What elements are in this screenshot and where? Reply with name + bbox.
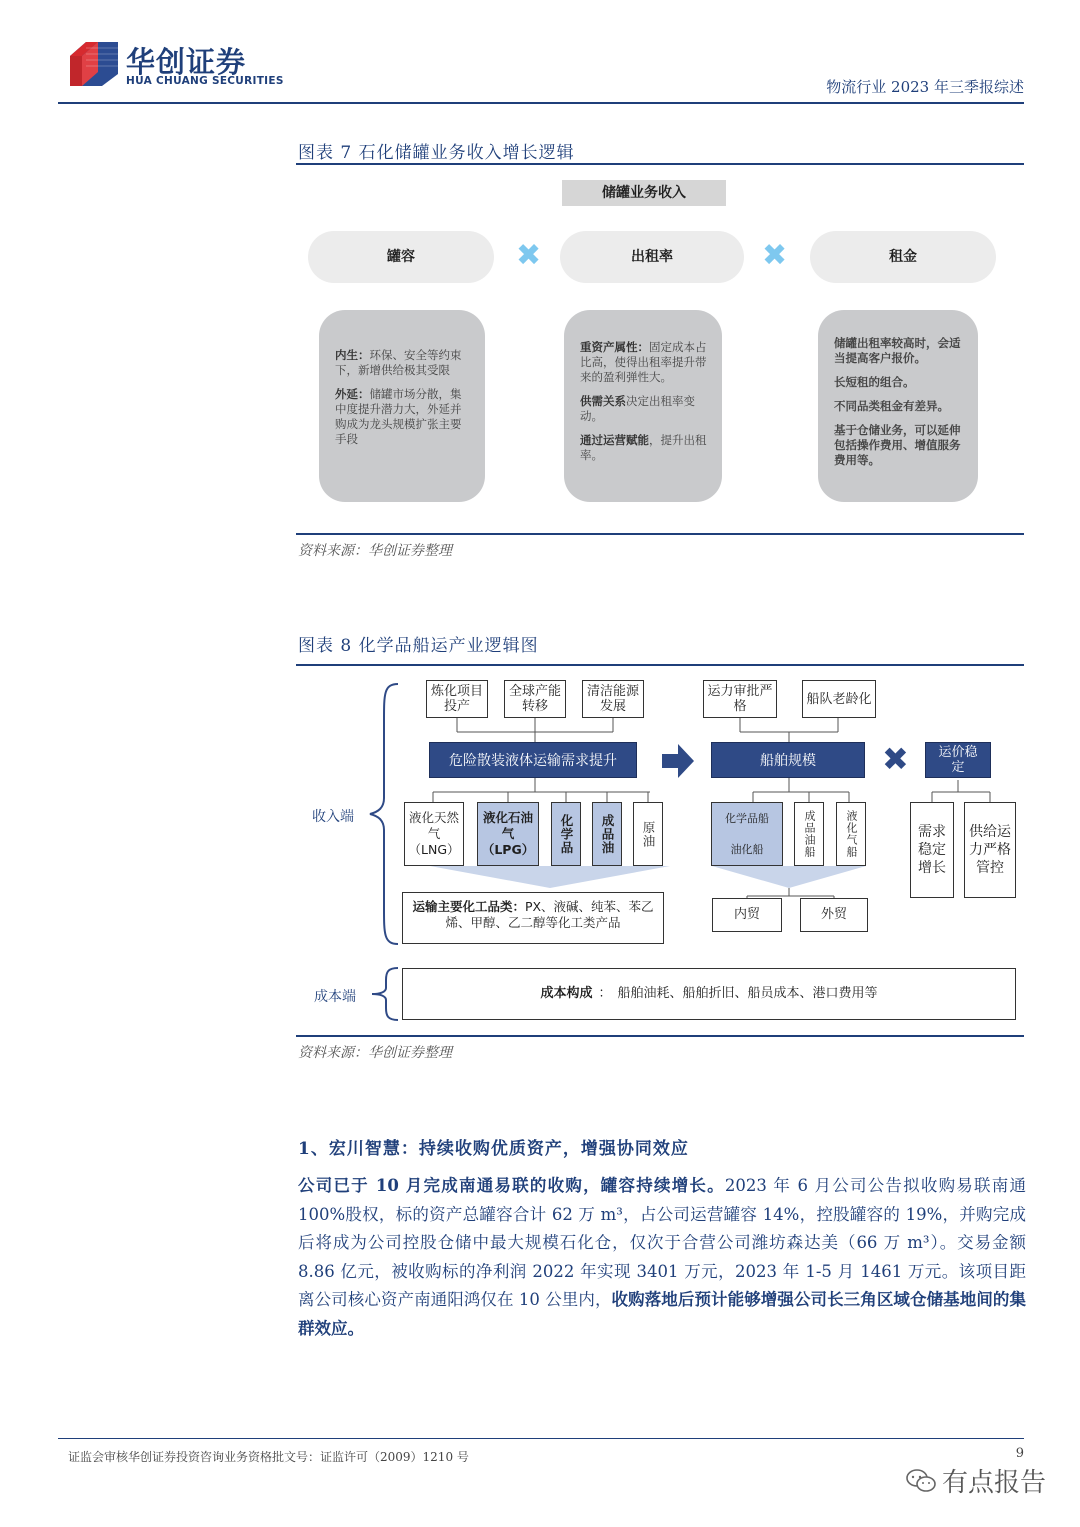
supply-strict-control: 供给运力严格管控 bbox=[964, 802, 1016, 898]
report-title: 物流行业 2023 年三季报综述 bbox=[826, 78, 1024, 96]
driver-capacity-approval: 运力审批严格 bbox=[703, 680, 777, 718]
card3-line1: 储罐出租率较高时，会适当提高客户报价。 bbox=[834, 336, 961, 365]
figure8-bottom-rule bbox=[296, 1035, 1024, 1037]
factor-occupancy: 出租率 bbox=[560, 231, 744, 283]
card2-text1: 固定成本占比高，使得出租率提升带来的盈利弹性大。 bbox=[580, 340, 707, 384]
paragraph-lead: 公司已于 10 月完成南通易联的收购，罐容持续增长。 bbox=[298, 1176, 725, 1195]
watermark-text: 有点报告 bbox=[941, 1468, 1046, 1498]
card1-label2: 外延： bbox=[335, 387, 370, 401]
cost-colon: ： bbox=[598, 986, 612, 1001]
ship-gas-carrier: 液化气船 bbox=[836, 802, 866, 866]
card2-label2: 供需关系 bbox=[580, 394, 626, 408]
wechat-icon bbox=[906, 1468, 936, 1494]
paragraph-body: 2023 年 6 月公司公告拟收购易联南通 100%股权，标的资产总罐容合计 62 万 m³，占公司运营罐容 14%，控股罐容的 19%，并购完成后将成为公司控股仓储中最大规模石化仓，仅次于合营公司潍坊森达美（66 万 m³）。交易金额 8.86 亿元，被收购标的净利润 2022 年实现 3401 万元，2023 年 1-5 月 1461 万元。该项目距离公司核心资产南通阳鸿仅在 10 公里内， bbox=[298, 1176, 1026, 1309]
figure7-title: 图表 7 石化储罐业务收入增长逻辑 bbox=[298, 143, 575, 163]
company-name-cn: 华创证券 bbox=[126, 45, 247, 79]
ship-product-tanker: 成品油船 bbox=[794, 802, 824, 866]
cost-label: 成本构成 bbox=[540, 986, 593, 1001]
section-heading: 1、宏川智慧：持续收购优质资产，增强协同效应 bbox=[298, 1139, 689, 1159]
figure7-top-rule bbox=[296, 163, 1024, 165]
factor-capacity: 罐容 bbox=[308, 231, 494, 283]
cargo-lng: 液化天然气（LNG） bbox=[404, 802, 464, 866]
card3-line4: 基于仓储业务，可以延伸包括操作费用、增值服务费用等。 bbox=[834, 423, 961, 467]
arrow-right-icon bbox=[662, 744, 694, 778]
driver-capacity-shift: 全球产能转移 bbox=[504, 680, 566, 718]
card1-label1: 内生： bbox=[335, 348, 370, 362]
card2-text2: 决定出租率变动。 bbox=[580, 394, 695, 423]
watermark bbox=[906, 1462, 1046, 1499]
footer-divider bbox=[58, 1438, 1024, 1439]
ship-chemical-tanker: 化学品船 bbox=[725, 811, 769, 825]
chemicals-label: 运输主要化工品类： bbox=[412, 899, 525, 914]
occupancy-card bbox=[564, 310, 722, 502]
card2-label3: 通过运营赋能 bbox=[580, 433, 649, 447]
demand-increase-box: 危险散装液体运输需求提升 bbox=[429, 742, 637, 778]
cost-brace-icon bbox=[366, 966, 402, 1022]
freight-stable-box: 运价稳定 bbox=[925, 742, 991, 778]
footer-license: 证监会审核华创证券投资咨询业务资格批文号：证监许可（2009）1210 号 bbox=[68, 1450, 469, 1464]
capacity-card bbox=[319, 310, 485, 502]
header-divider bbox=[58, 102, 1024, 104]
ship-oil-chemical-tanker: 油化船 bbox=[730, 842, 764, 856]
company-logo-icon bbox=[68, 38, 120, 88]
chemicals-box bbox=[402, 892, 664, 944]
paragraph-tail: 收购落地后预计能够增强公司长三角区域仓储基地间的集群效应。 bbox=[298, 1290, 1027, 1338]
card2-label1: 重资产属性： bbox=[580, 340, 649, 354]
card3-line2: 长短租的组合。 bbox=[834, 375, 915, 389]
vessel-scale-box: 船舶规模 bbox=[711, 742, 865, 778]
section-paragraph bbox=[298, 1172, 1026, 1343]
multiply-icon: ✖ bbox=[762, 238, 788, 273]
trade-domestic: 内贸 bbox=[712, 898, 782, 932]
driver-clean-energy: 清洁能源发展 bbox=[582, 680, 644, 718]
revenue-brace-icon bbox=[366, 680, 402, 948]
figure8-title: 图表 8 化学品船运产业逻辑图 bbox=[298, 636, 539, 656]
card2-text3: ，提升出租率。 bbox=[580, 433, 707, 462]
figure7-source: 资料来源：华创证券整理 bbox=[298, 543, 452, 559]
cargo-crude-oil: 原油 bbox=[633, 802, 663, 866]
factor-rent: 租金 bbox=[810, 231, 996, 283]
multiply-icon: ✖ bbox=[516, 238, 542, 273]
figure7-head-box: 储罐业务收入 bbox=[562, 180, 726, 206]
demand-stable-growth: 需求稳定增长 bbox=[910, 802, 954, 898]
cost-side-label: 成本端 bbox=[314, 989, 356, 1005]
trade-foreign: 外贸 bbox=[800, 898, 868, 932]
chemicals-text: PX、液碱、纯苯、苯乙烯、甲醇、乙二醇等化工类产品 bbox=[445, 899, 654, 930]
driver-fleet-aging: 船队老龄化 bbox=[802, 680, 876, 718]
ship-chemical-oil-box bbox=[711, 802, 783, 866]
cargo-refined-oil: 成品油 bbox=[592, 802, 622, 866]
page-number: 9 bbox=[1015, 1446, 1024, 1461]
rent-card bbox=[818, 310, 978, 502]
figure8-top-rule bbox=[296, 664, 1024, 666]
multiply-icon: ✖ bbox=[882, 740, 909, 778]
company-name-en: HUA CHUANG SECURITIES bbox=[126, 75, 284, 87]
revenue-side-label: 收入端 bbox=[312, 809, 354, 825]
cost-text: 船舶油耗、船舶折旧、船员成本、港口费用等 bbox=[617, 986, 878, 1001]
cost-structure-box bbox=[402, 968, 1016, 1020]
card1-text1: 环保、安全等约束下，新增供给极其受限 bbox=[335, 348, 462, 377]
card1-text2: 储罐市场分散，集中度提升潜力大，外延并购成为龙头规模扩张主要手段 bbox=[335, 387, 462, 446]
cargo-lpg: 液化石油气（LPG） bbox=[477, 802, 539, 866]
figure7-bottom-rule bbox=[296, 533, 1024, 535]
cargo-chemicals: 化学品 bbox=[551, 802, 581, 866]
driver-refinery-projects: 炼化项目投产 bbox=[426, 680, 488, 718]
figure8-source: 资料来源：华创证券整理 bbox=[298, 1045, 452, 1061]
card3-line3: 不同品类租金有差异。 bbox=[834, 399, 949, 413]
